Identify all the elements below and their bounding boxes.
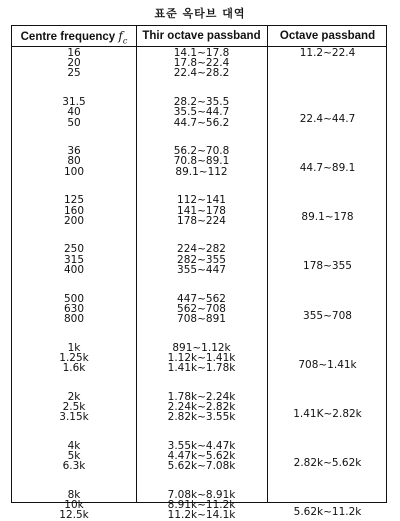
centre-frequency-cell: 250 xyxy=(63,243,85,256)
centre-frequency-cell: 4k xyxy=(67,439,81,452)
centre-frequency-cell: 630 xyxy=(63,302,85,315)
centre-frequency-cell: 2k xyxy=(67,390,81,403)
centre-frequency-cell: 10k xyxy=(64,499,84,512)
third-octave-cell: 141~178 xyxy=(177,204,226,217)
third-octave-cell: 7.08k~8.91k xyxy=(167,488,236,501)
centre-frequency-cell: 400 xyxy=(63,263,85,276)
page-title: 표준 옥타브 대역 xyxy=(154,7,246,20)
third-octave-cell: 112~141 xyxy=(177,194,226,207)
third-octave-cell: 5.62k~7.08k xyxy=(167,460,236,473)
third-octave-cell: 562~708 xyxy=(177,302,226,315)
third-octave-cell: 4.47k~5.62k xyxy=(167,450,236,462)
centre-frequency-cell: 16 xyxy=(67,47,81,59)
centre-frequency-cell: 1.6k xyxy=(62,362,86,374)
header-centre-frequency: Centre frequency $f_c$ xyxy=(20,29,128,46)
third-octave-cell: 14.1~17.8 xyxy=(173,47,230,59)
third-octave-cell: 1.41k~1.78k xyxy=(167,362,236,374)
centre-frequency-cell: 160 xyxy=(63,204,85,217)
centre-frequency-cell: 20 xyxy=(67,57,81,70)
third-octave-cell: 56.2~70.8 xyxy=(173,145,230,158)
centre-frequency-cell: 25 xyxy=(67,67,81,80)
third-octave-cell: 178~224 xyxy=(177,214,226,227)
octave-cell: 11.2~22.4 xyxy=(299,47,356,59)
octave-cell: 178~355 xyxy=(303,260,352,273)
centre-frequency-cell: 8k xyxy=(67,488,81,501)
third-octave-cell: 22.4~28.2 xyxy=(173,67,230,80)
centre-frequency-cell: 1k xyxy=(67,341,81,354)
octave-cell: 44.7~89.1 xyxy=(299,162,356,175)
centre-frequency-cell: 1.25k xyxy=(59,351,89,364)
third-octave-cell: 2.24k~2.82k xyxy=(167,400,236,413)
third-octave-cell: 708~891 xyxy=(177,312,226,325)
octave-band-table xyxy=(11,25,387,521)
centre-frequency-cell: 100 xyxy=(63,165,85,178)
centre-frequency-cell: 3.15k xyxy=(59,411,89,424)
third-octave-cell: 11.2k~14.1k xyxy=(167,509,236,521)
centre-frequency-cell: 80 xyxy=(67,155,81,168)
third-octave-cell: 1.12k~1.41k xyxy=(167,351,236,364)
centre-frequency-cell: 800 xyxy=(63,312,85,325)
third-octave-cell: 89.1~112 xyxy=(175,165,228,178)
third-octave-cell: 1.78k~2.24k xyxy=(167,390,236,403)
third-octave-cell: 282~355 xyxy=(177,253,226,266)
third-octave-cell: 2.82k~3.55k xyxy=(167,411,236,424)
third-octave-cell: 28.2~35.5 xyxy=(173,96,230,109)
centre-frequency-cell: 6.3k xyxy=(62,460,86,473)
third-octave-cell: 891~1.12k xyxy=(172,341,231,354)
centre-frequency-cell: 2.5k xyxy=(62,400,86,413)
header-octave: Octave passband xyxy=(279,30,376,42)
octave-cell: 1.41K~2.82k xyxy=(293,407,362,420)
centre-frequency-cell: 200 xyxy=(63,214,85,227)
third-octave-cell: 44.7~56.2 xyxy=(173,116,230,129)
octave-cell: 708~1.41k xyxy=(298,358,357,371)
third-octave-cell: 355~447 xyxy=(177,263,226,276)
octave-cell: 355~708 xyxy=(303,309,352,322)
centre-frequency-cell: 315 xyxy=(63,253,85,266)
centre-frequency-cell: 125 xyxy=(63,194,85,207)
header-third-octave: Thir octave passband xyxy=(142,30,261,42)
centre-frequency-cell: 12.5k xyxy=(59,509,89,521)
third-octave-cell: 224~282 xyxy=(177,243,226,256)
third-octave-cell: 3.55k~4.47k xyxy=(167,439,236,452)
octave-cell: 2.82k~5.62k xyxy=(293,456,362,469)
centre-frequency-cell: 31.5 xyxy=(62,96,86,109)
third-octave-cell: 447~562 xyxy=(177,292,226,305)
fc-symbol: $f_c$ xyxy=(118,29,128,46)
octave-cell: 89.1~178 xyxy=(301,211,354,224)
centre-frequency-cell: 5k xyxy=(67,450,81,462)
third-octave-cell: 70.8~89.1 xyxy=(173,155,230,168)
octave-cell: 22.4~44.7 xyxy=(299,113,356,126)
centre-frequency-cell: 40 xyxy=(67,106,81,119)
octave-cell: 5.62k~11.2k xyxy=(293,505,362,518)
third-octave-cell: 8.91k~11.2k xyxy=(167,499,236,512)
third-octave-cell: 35.5~44.7 xyxy=(173,106,230,119)
centre-frequency-cell: 50 xyxy=(67,116,81,129)
centre-frequency-cell: 500 xyxy=(63,292,85,305)
third-octave-cell: 17.8~22.4 xyxy=(173,57,230,70)
centre-frequency-cell: 36 xyxy=(67,145,81,158)
